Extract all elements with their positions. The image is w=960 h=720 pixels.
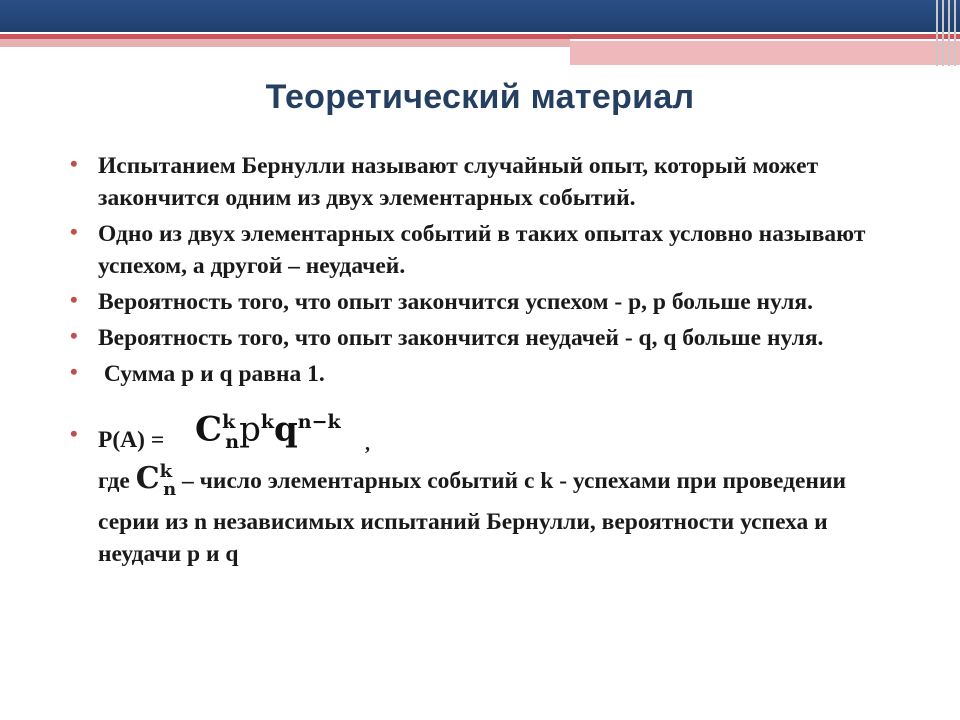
bullet-icon: • — [70, 151, 78, 176]
formula-comma: , — [365, 433, 370, 455]
bullet-text: Вероятность того, что опыт закончится неудачей - q, q больше нуля. — [98, 325, 824, 351]
binomial-coefficient: $C^k_n$ — [135, 461, 177, 500]
header-accent-block — [570, 41, 960, 65]
explain-text: – число элементарных событий с k - успехами при проведении серии из n независимых испытаний Бернулли, вероятности успеха и неудачи p и q — [98, 468, 847, 567]
explain-prefix: где — [98, 468, 130, 494]
list-item — [70, 218, 900, 282]
bullet-icon: • — [70, 287, 78, 312]
formula-explanation — [70, 456, 900, 570]
bernoulli-formula: $C^k_np^kq^{n-k}$ — [195, 409, 341, 454]
bullet-text: Вероятность того, что опыт закончится успехом - p, p больше нуля. — [98, 289, 813, 315]
bullet-text: Испытанием Бернулли называют случайный опыт, который может закончится одним из двух элементарных событий. — [98, 153, 819, 211]
list-item — [70, 358, 900, 390]
header-decoration-lines — [934, 0, 960, 66]
bullet-icon: • — [70, 323, 78, 348]
bullet-icon: • — [70, 359, 78, 384]
header-accent-shadow — [0, 39, 570, 47]
bullet-icon: • — [70, 219, 78, 244]
bullet-icon: • — [70, 421, 78, 446]
list-item — [70, 150, 900, 214]
bullet-text: Сумма p и q равна 1. — [98, 361, 325, 387]
list-item — [70, 322, 900, 354]
slide-title: Теоретический материал — [265, 78, 695, 116]
formula-row — [70, 409, 900, 460]
list-item — [70, 286, 900, 318]
bullet-text: Одно из двух элементарных событий в таких опытах условно называют успехом, а другой – неудачей. — [98, 221, 866, 279]
formula-label: P(A) = — [98, 427, 165, 453]
header-bar — [0, 0, 960, 32]
slide-content — [70, 150, 900, 574]
